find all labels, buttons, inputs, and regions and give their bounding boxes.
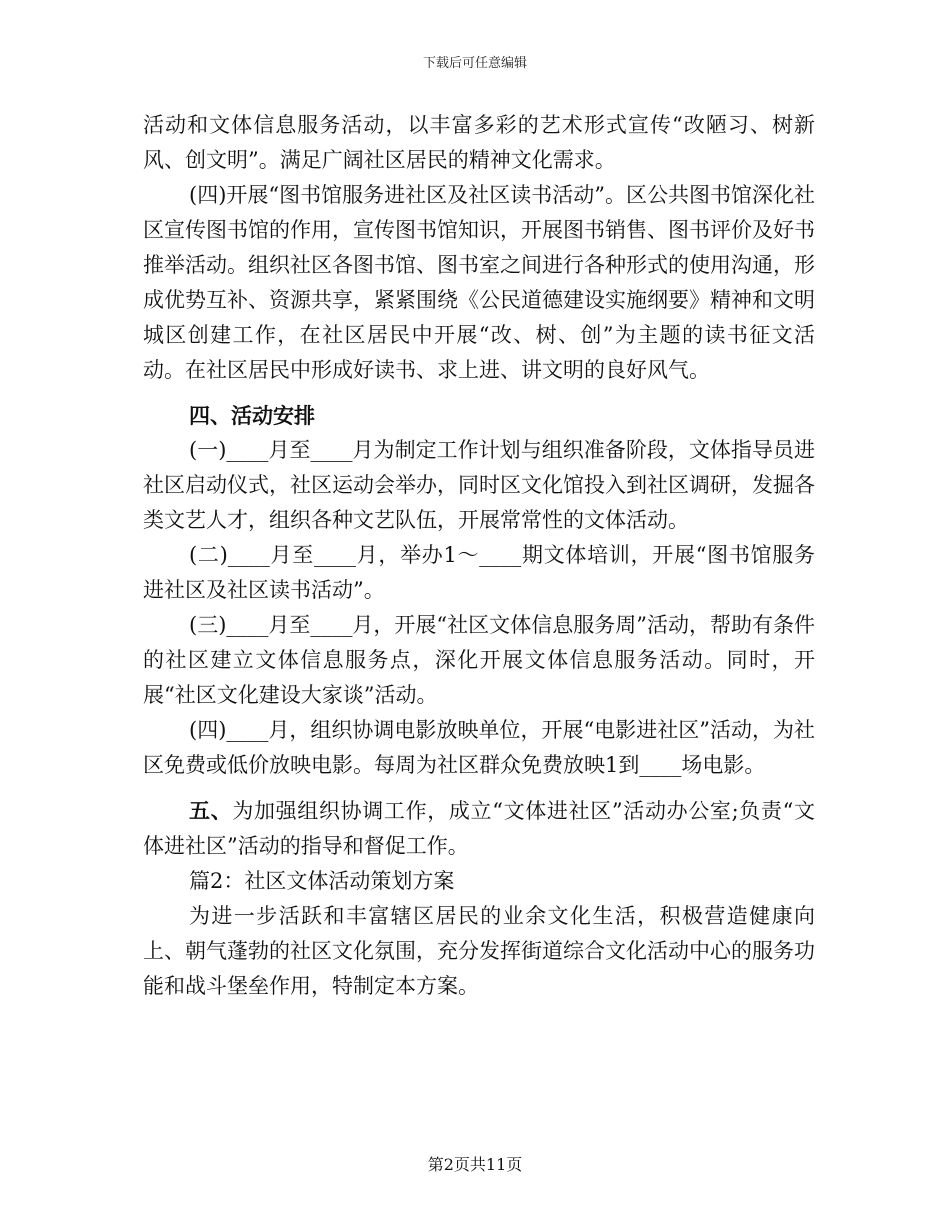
paragraph-continuation: 活动和文体信息服务活动，以丰富多彩的艺术形式宣传“改陋习、树新风、创文明”。满足广阔社区居民的精神文化需求。 — [143, 113, 815, 172]
paragraph-library-activity: (四)开展“图书馆服务进社区及社区读书活动”。区公共图书馆深化社区宣传图书馆的作用，宣传图书馆知识，开展图书销售、图书评价及好书推举活动。组织社区各图书馆、图书室之间进行各种形式的使用沟通，形成优势互补、资源共享，紧紧围绕《公民道德建设实施纲要》精神和文明城区创建工作，在社区居民中开展“改、树、创”为主题的读书征文活动。在社区居民中形成好读书、求上进、讲文明的良好风气。 — [143, 183, 815, 382]
section-5-paragraph — [143, 793, 815, 864]
schedule-item-4: (四)____月，组织协调电影放映单位，开展“电影进社区”活动，为社区免费或低价放映电影。每周为社区群众免费放映1到____场电影。 — [143, 718, 815, 777]
page-number: 第2页共11页 — [427, 1155, 523, 1174]
schedule-item-2: (二)____月至____月，举办1～____期文体培训，开展“图书馆服务进社区及社区读书活动”。 — [143, 543, 815, 602]
section-5-label: 五、 — [189, 798, 233, 823]
section-heading-activity-schedule: 四、活动安排 — [189, 403, 315, 428]
document-body — [143, 108, 815, 1004]
page-header-note: 下载后可任意编辑 — [422, 56, 527, 71]
article-2-title: 篇2：社区文体活动策划方案 — [189, 869, 455, 893]
article-2-intro: 为进一步活跃和丰富辖区居民的业余文化生活，积极营造健康向上、朝气蓬勃的社区文化氛围，充分发挥街道综合文化活动中心的服务功能和战斗堡垒作用，特制定本方案。 — [143, 904, 815, 998]
section-5-text: 为加强组织协调工作，成立“文体进社区”活动办公室;负责“文体进社区”活动的指导和督促工作。 — [143, 799, 816, 858]
schedule-item-3: (三)____月至____月，开展“社区文体信息服务周”活动，帮助有条件的社区建立文体信息服务点，深化开展文体信息服务活动。同时，开展“社区文化建设大家谈”活动。 — [143, 613, 815, 707]
schedule-item-1: (一)____月至____月为制定工作计划与组织准备阶段，文体指导员进社区启动仪式，社区运动会举办，同时区文化馆投入到社区调研，发掘各类文艺人才，组织各种文艺队伍，开展常常性的文体活动。 — [143, 438, 815, 532]
